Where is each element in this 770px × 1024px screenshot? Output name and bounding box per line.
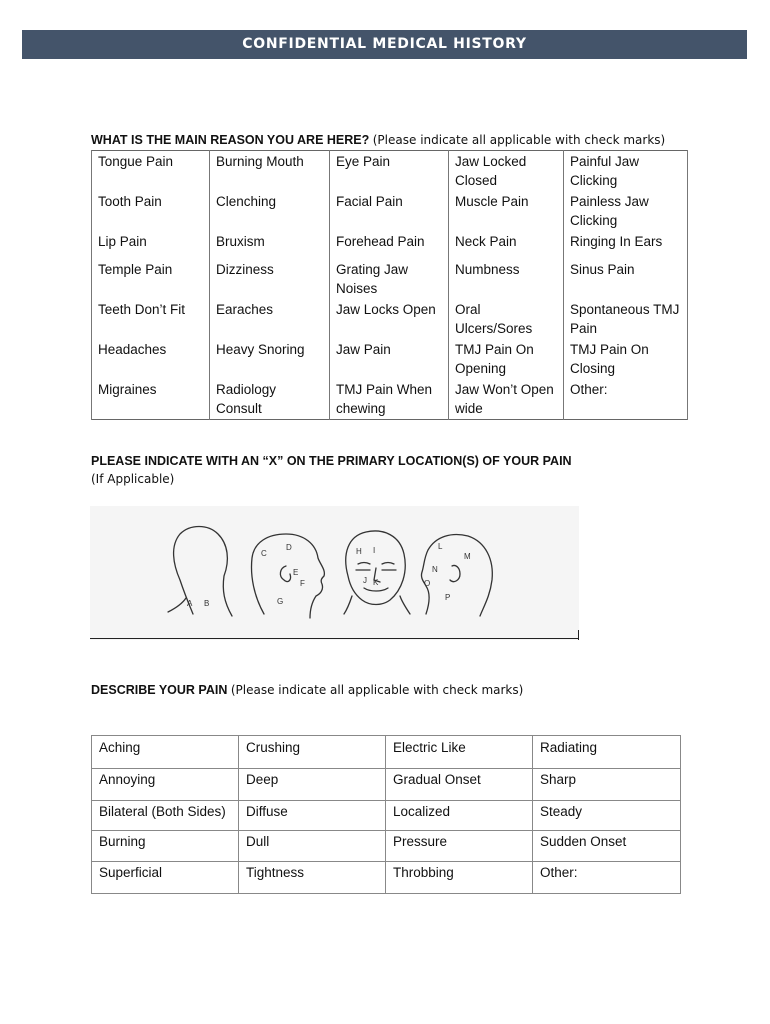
reason-option[interactable]: Neck Pain [449,231,564,259]
table-row [92,801,681,831]
describe-question [91,683,523,697]
region-letter: F [300,579,305,588]
diagram-end-tick [578,630,579,640]
describe-question-text: DESCRIBE YOUR PAIN [91,683,228,697]
table-row [92,862,681,894]
reason-option[interactable]: Teeth Don’t Fit [92,299,210,339]
pain-description-table [91,735,681,894]
page-title: CONFIDENTIAL MEDICAL HISTORY [22,30,747,59]
pain-option[interactable]: Bilateral (Both Sides) [92,801,239,831]
table-row [92,151,688,192]
reason-option[interactable]: Oral Ulcers/Sores [449,299,564,339]
table-row [92,299,688,339]
reason-option[interactable]: Tongue Pain [92,151,210,192]
reason-option[interactable]: Grating Jaw Noises [330,259,449,299]
reason-option[interactable]: Migraines [92,379,210,420]
pain-option[interactable]: Diffuse [239,801,386,831]
region-letter: L [438,542,443,551]
region-letter: C [261,549,267,558]
pain-option[interactable]: Radiating [533,736,681,769]
reason-question-text: WHAT IS THE MAIN REASON YOU ARE HERE? [91,133,370,147]
pain-option[interactable]: Annoying [92,769,239,801]
reason-option[interactable]: Facial Pain [330,191,449,231]
reason-option[interactable]: Muscle Pain [449,191,564,231]
region-letter: G [277,597,284,606]
region-letter: B [204,599,210,608]
pain-option[interactable]: Sudden Onset [533,831,681,862]
reason-option[interactable]: Radiology Consult [210,379,330,420]
region-letter: D [286,543,292,552]
region-letter: A [187,599,193,608]
region-letter: J [363,576,367,585]
pain-option[interactable]: Burning [92,831,239,862]
pain-option[interactable]: Gradual Onset [386,769,533,801]
reason-option[interactable]: Painful Jaw Clicking [564,151,688,192]
reason-option[interactable]: Burning Mouth [210,151,330,192]
table-row [92,736,681,769]
location-question-note: (If Applicable) [91,472,175,486]
pain-option[interactable]: Aching [92,736,239,769]
region-letter: M [464,552,471,561]
table-row [92,769,681,801]
reason-option[interactable]: Heavy Snoring [210,339,330,379]
pain-option[interactable]: Crushing [239,736,386,769]
describe-question-note: (Please indicate all applicable with check marks) [230,683,524,697]
reason-option[interactable]: TMJ Pain On Opening [449,339,564,379]
reason-question-note: (Please indicate all applicable with check marks) [372,133,666,147]
table-row [92,259,688,299]
table-row [92,191,688,231]
pain-option[interactable]: Electric Like [386,736,533,769]
reason-checklist-table [91,150,688,420]
reason-option[interactable]: Numbness [449,259,564,299]
pain-location-diagram[interactable] [90,506,579,640]
reason-option[interactable]: Eye Pain [330,151,449,192]
reason-option[interactable]: Tooth Pain [92,191,210,231]
reason-option[interactable]: TMJ Pain When chewing [330,379,449,420]
table-row [92,379,688,420]
pain-option[interactable]: Other: [533,862,681,894]
reason-option[interactable]: Ringing In Ears [564,231,688,259]
reason-option[interactable]: Temple Pain [92,259,210,299]
reason-option[interactable]: Painless Jaw Clicking [564,191,688,231]
reason-option[interactable]: Spontaneous TMJ Pain [564,299,688,339]
reason-option[interactable]: Bruxism [210,231,330,259]
region-letter: O [424,579,431,588]
right-profile-figure [421,535,492,616]
region-letter: H [356,547,362,556]
reason-option[interactable]: Jaw Won’t Open wide [449,379,564,420]
reason-option[interactable]: Sinus Pain [564,259,688,299]
region-letter: P [445,593,451,602]
region-letter: I [373,546,376,555]
pain-option[interactable]: Dull [239,831,386,862]
front-face-figure [344,531,410,614]
diagram-baseline [90,638,579,639]
reason-option[interactable]: Headaches [92,339,210,379]
reason-option[interactable]: TMJ Pain On Closing [564,339,688,379]
reason-option[interactable]: Jaw Locks Open [330,299,449,339]
pain-option[interactable]: Pressure [386,831,533,862]
head-outlines-image[interactable] [90,506,579,636]
reason-option[interactable]: Jaw Pain [330,339,449,379]
table-row [92,339,688,379]
location-question-text: PLEASE INDICATE WITH AN “X” ON THE PRIMARY LOCATION(S) OF YOUR PAIN [91,454,572,468]
reason-option[interactable]: Other: [564,379,688,420]
reason-option[interactable]: Dizziness [210,259,330,299]
table-row [92,231,688,259]
pain-option[interactable]: Tightness [239,862,386,894]
pain-option[interactable]: Steady [533,801,681,831]
table-row [92,831,681,862]
reason-option[interactable]: Forehead Pain [330,231,449,259]
pain-option[interactable]: Localized [386,801,533,831]
region-letter: N [432,565,438,574]
pain-option[interactable]: Deep [239,769,386,801]
pain-option[interactable]: Superficial [92,862,239,894]
back-head-figure [168,527,232,617]
region-letter: E [293,568,299,577]
reason-option[interactable]: Lip Pain [92,231,210,259]
reason-option[interactable]: Clenching [210,191,330,231]
pain-option[interactable]: Throbbing [386,862,533,894]
location-question [91,454,572,468]
reason-option[interactable]: Jaw Locked Closed [449,151,564,192]
reason-question [91,133,665,147]
reason-option[interactable]: Earaches [210,299,330,339]
pain-option[interactable]: Sharp [533,769,681,801]
region-letter: K [373,578,379,587]
